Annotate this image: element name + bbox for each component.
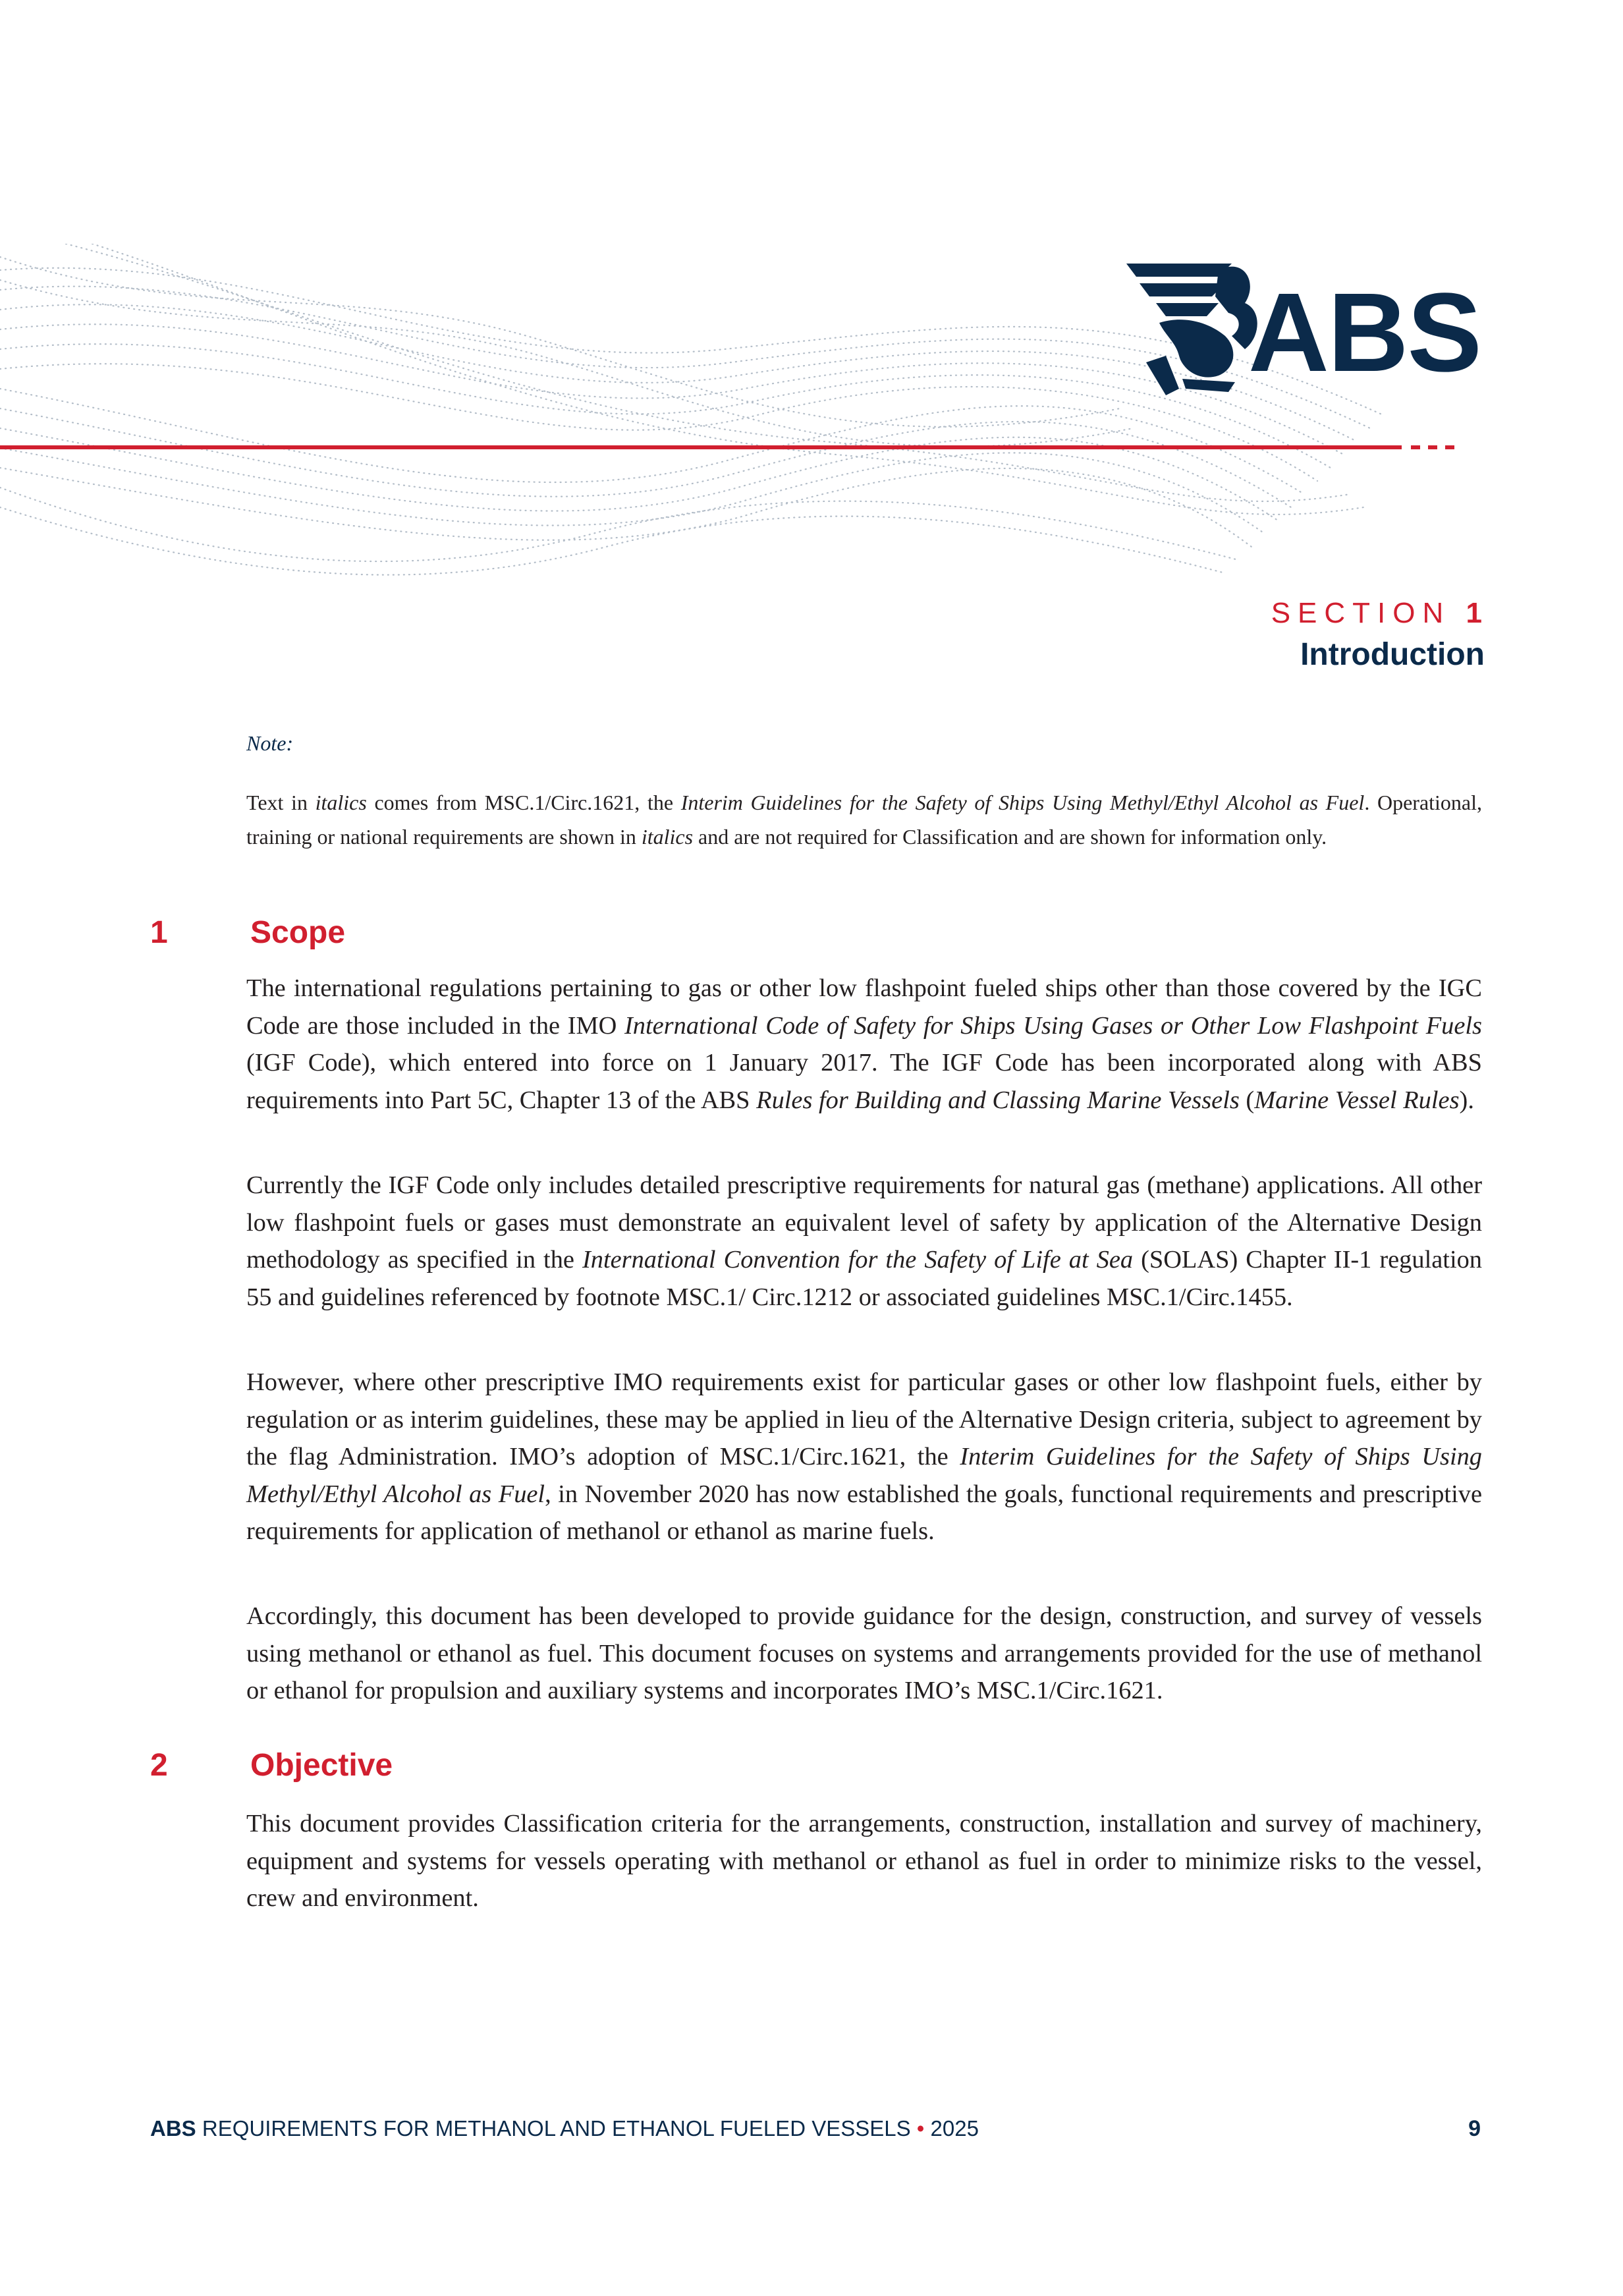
header-rule-dots [1411,445,1462,457]
heading-objective-number: 2 [150,1748,168,1783]
heading-scope-number: 1 [150,915,168,950]
footer-brand: ABS [150,2116,196,2141]
section-title: Introduction [1300,637,1485,672]
header-red-rule [0,445,1402,449]
scope-paragraph-3: However, where other prescriptive IMO requirements exist for particular gases or other low flashpoint fuels, either by regulation or as interim guidelines, these may be applied in lieu of the Alternative Design criteria, subject to agreement by the flag Administration. IMO’s adoption of MSC.1/Circ.1621, the Interim Guidelines for the Safety of Ships Using Methyl/Ethyl Alcohol as Fuel, in November 2020 has now established the goals, functional requirements and prescriptive requirements for application of methanol or ethanol as marine fuels. [246,1368,1482,1545]
section-eyebrow-label: SECTION [1271,597,1451,629]
abs-logo-text: ABS [1248,270,1481,395]
section-number: 1 [1466,597,1482,629]
scope-paragraph-4: Accordingly, this document has been developed to provide guidance for the design, construction, and survey of vessels using methanol or ethanol as fuel. This document focuses on systems and arrangements provided for the use of methanol or ethanol for propulsion and auxiliary systems and incorporates IMO’s MSC.1/Circ.1621. [246,1602,1482,1704]
note-text: Text in italics comes from MSC.1/Circ.1621, the Interim Guidelines for the Safety of Ships Using Methyl/Ethyl Alcohol as Fuel. Operational, training or national requirements are shown in italics and are not required for Classification and are shown for information only. [246,791,1483,849]
note-label: Note: [246,731,294,755]
scope-paragraph-2: Currently the IGF Code only includes detailed prescriptive requirements for natural gas (methane) applications. All other low flashpoint fuels or gases must demonstrate an equivalent level of safety by application of the Alternative Design methodology as specified in the International Convention for the Safety of Life at Sea (SOLAS) Chapter II-1 regulation 55 and guidelines referenced by footnote MSC.1/ Circ.1212 or associated guidelines MSC.1/Circ.1455. [246,1171,1482,1311]
heading-objective-title: Objective [250,1748,393,1783]
heading-scope-title: Scope [250,915,346,950]
footer-title: ABS REQUIREMENTS FOR METHANOL AND ETHANOL FUELED VESSELS • 2025 [150,2116,979,2141]
footer-bullet: • [916,2116,925,2141]
heading-objective [150,1747,393,1783]
page-number: 9 [1468,2116,1481,2141]
section-eyebrow [1271,597,1482,630]
scope-paragraph-1: The international regulations pertaining to gas or other low flashpoint fueled ships other than those covered by the IGC Code are those included in the IMO International Code of Safety for Ships Using Gases or Other Low Flashpoint Fuels (IGF Code), which entered into force on 1 January 2017. The IGF Code has been incorporated along with ABS requirements into Part 5C, Chapter 13 of the ABS Rules for Building and Classing Marine Vessels (Marine Vessel Rules). [246,974,1482,1114]
heading-scope [150,914,345,951]
objective-paragraph-1: This document provides Classification criteria for the arrangements, construction, installation and survey of machinery, equipment and systems for vessels operating with methanol or ethanol as fuel in order to minimize risks to the vessel, crew and environment. [246,1810,1482,1912]
